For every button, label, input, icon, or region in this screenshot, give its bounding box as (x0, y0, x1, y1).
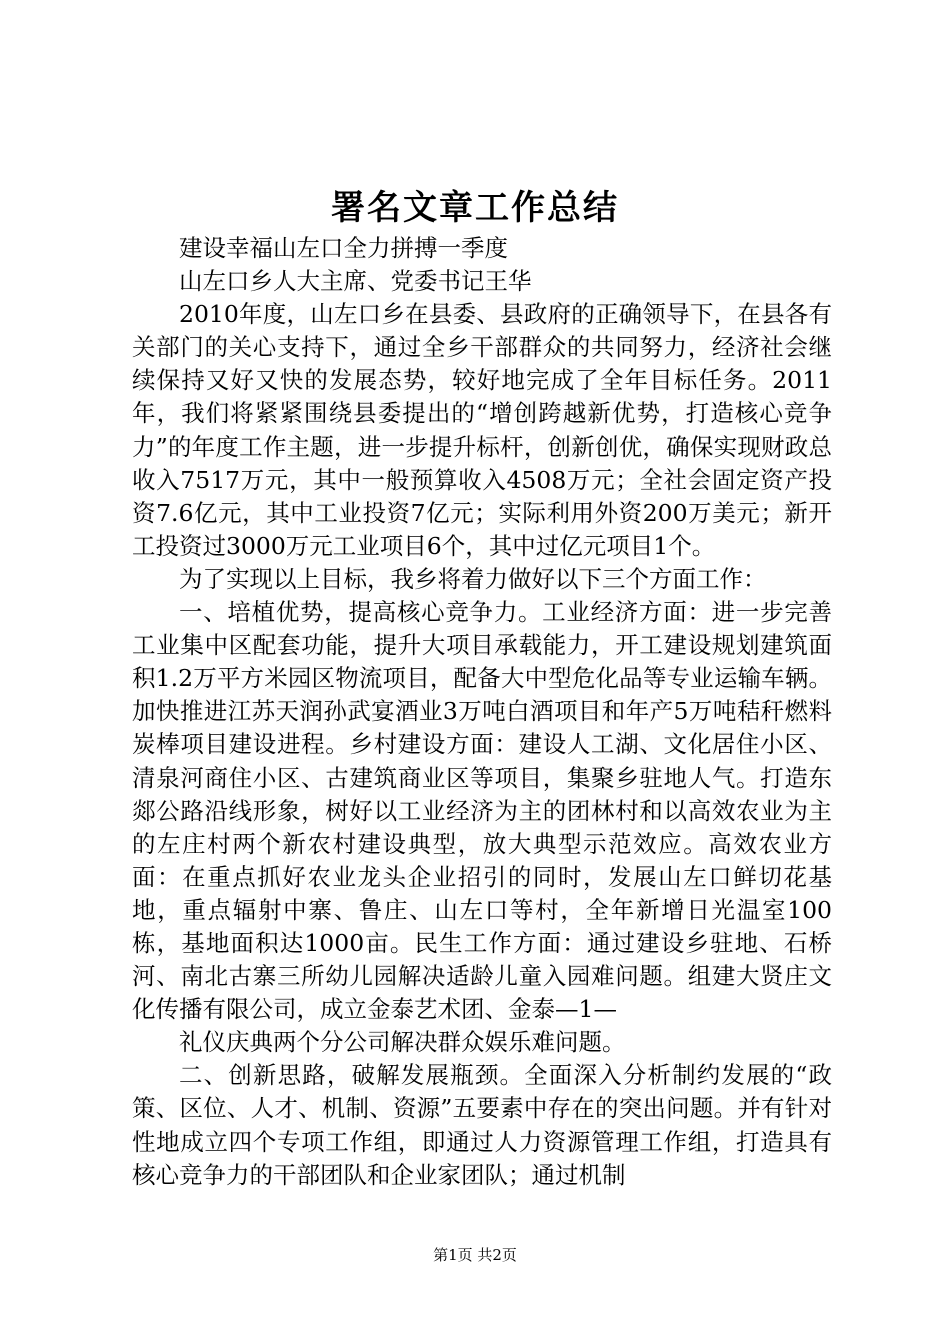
body-paragraph: 二、创新思路，破解发展瓶颈。全面深入分析制约发展的“政策、区位、人才、机制、资源”五要素中存在的突出问题。并有针对性地成立四个专项工作组，即通过人力资源管理工作组，打造具有核心竞争力的干部团队和企业家团队；通过机制 (132, 1061, 832, 1189)
page-footer: 第1页 共2页 (433, 1246, 517, 1264)
body-paragraph: 一、培植优势，提高核心竞争力。工业经济方面：进一步完善工业集中区配套功能，提升大项目承载能力，开工建设规划建筑面积1.2万平方米园区物流项目，配备大中型危化品等专业运输车辆。加快推进江苏天润孙武宴酒业3万吨白酒项目和年产5万吨秸秆燃料炭棒项目建设进程。乡村建设方面：建设人工湖、文化居住小区、清泉河商住小区、古建筑商业区等项目，集聚乡驻地人气。打造东郯公路沿线形象，树好以工业经济为主的团林村和以高效农业为主的左庄村两个新农村建设典型，放大典型示范效应。高效农业方面：在重点抓好农业龙头企业招引的同时，发展山左口鲜切花基地，重点辐射中寨、鲁庄、山左口等村，全年新增日光温室100栋，基地面积达1000亩。民生工作方面：通过建设乡驻地、石桥河、南北古寨三所幼儿园解决适龄儿童入园难问题。组建大贤庄文化传播有限公司，成立金泰艺术团、金泰—1— (132, 598, 832, 1024)
body-paragraph: 礼仪庆典两个分公司解决群众娱乐难问题。 (179, 1028, 626, 1057)
body-paragraph: 2010年度，山左口乡在县委、县政府的正确领导下，在县各有关部门的关心支持下，通过全乡干部群众的共同努力，经济社会继续保持又好又快的发展态势，较好地完成了全年目标任务。2011年，我们将紧紧围绕县委提出的“增创跨越新优势，打造核心竞争力”的年度工作主题，进一步提升标杆，创新创优，确保实现财政总收入7517万元，其中一般预算收入4508万元；全社会固定资产投资7.6亿元，其中工业投资7亿元；实际利用外资200万美元；新开工投资过3000万元工业项目6个，其中过亿元项目1个。 (132, 300, 832, 560)
author-paragraph: 山左口乡人大主席、党委书记王华 (179, 267, 532, 296)
body-paragraph: 为了实现以上目标，我乡将着力做好以下三个方面工作： (179, 564, 767, 593)
subtitle-paragraph: 建设幸福山左口全力拼搏一季度 (179, 234, 508, 262)
document-body (132, 232, 832, 1192)
document-title: 署名文章工作总结 (331, 188, 619, 228)
